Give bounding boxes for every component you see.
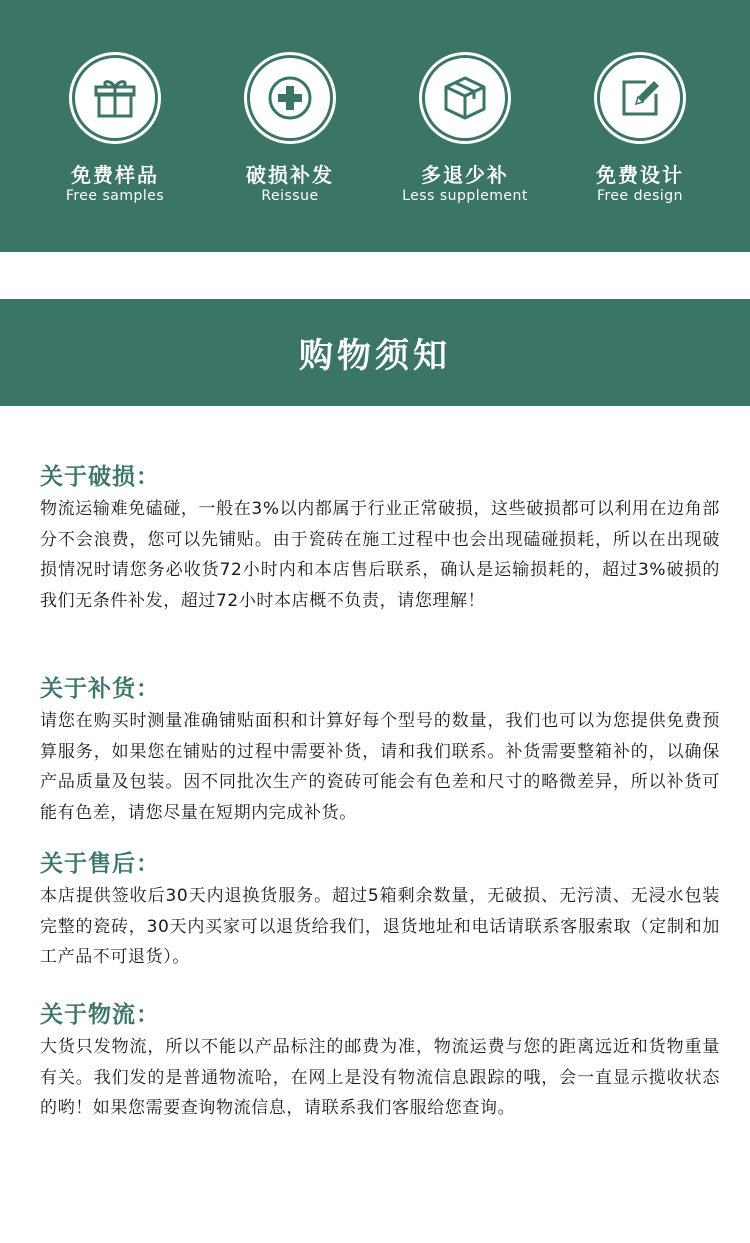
section-heading: 关于物流： xyxy=(40,1002,160,1028)
notice-title: 购物须知 xyxy=(299,336,451,376)
feature-subtitle: Less supplement xyxy=(402,188,528,204)
section-restock xyxy=(40,674,720,828)
box-icon xyxy=(422,55,508,141)
service-banner xyxy=(0,0,750,252)
section-body: 大货只发物流，所以不能以产品标注的邮费为准，物流运费与您的距离远近和货物重量有关。我们发的是普通物流哈，在网上是没有物流信息跟踪的哦，会一直显示揽收状态的哟！如果您需要查询物流信息，请联系我们客服给您查询。 xyxy=(40,1037,720,1118)
feature-title: 多退少补 xyxy=(421,163,509,187)
section-heading: 关于售后： xyxy=(40,851,160,877)
section-body: 本店提供签收后30天内退换货服务。超过5箱剩余数量，无破损、无污渍、无浸水包装完整的瓷砖，30天内买家可以退货给我们，退货地址和电话请联系客服索取（定制和加工产品不可退货）。 xyxy=(40,886,720,967)
feature-free-samples xyxy=(25,55,205,205)
feature-reissue xyxy=(200,55,380,205)
section-body: 请您在购买时测量准确铺贴面积和计算好每个型号的数量，我们也可以为您提供免费预算服务，如果您在铺贴的过程中需要补货，请和我们联系。补货需要整箱补的，以确保产品质量及包装。因不同批次生产的瓷砖可能会有色差和尺寸的略微差异，所以补货可能有色差，请您尽量在短期内完成补货。 xyxy=(40,711,720,823)
section-breakage xyxy=(40,462,720,616)
feature-subtitle: Free samples xyxy=(65,188,165,204)
feature-title: 破损补发 xyxy=(246,163,334,187)
feature-subtitle: Free design xyxy=(596,188,684,204)
feature-title: 免费样品 xyxy=(71,163,159,187)
feature-title: 免费设计 xyxy=(596,163,684,187)
section-logistics xyxy=(40,1000,720,1124)
plus-circle-icon xyxy=(247,55,333,141)
section-after-sales xyxy=(40,849,720,973)
notice-header xyxy=(0,299,750,406)
gift-icon xyxy=(72,55,158,141)
section-body: 物流运输难免磕碰，一般在3%以内都属于行业正常破损，这些破损都可以利用在边角部分不会浪费，您可以先铺贴。由于瓷砖在施工过程中也会出现磕碰损耗，所以在出现破损情况时请您务必收货72小时内和本店售后联系，确认是运输损耗的，超过3%破损的我们无条件补发，超过72小时本店概不负责，请您理解！ xyxy=(40,499,720,611)
feature-subtitle: Reissue xyxy=(261,188,319,204)
edit-icon xyxy=(597,55,683,141)
section-heading: 关于补货： xyxy=(40,676,160,702)
section-heading: 关于破损： xyxy=(40,464,160,490)
feature-free-design xyxy=(550,55,730,205)
feature-less-supplement xyxy=(375,55,555,205)
